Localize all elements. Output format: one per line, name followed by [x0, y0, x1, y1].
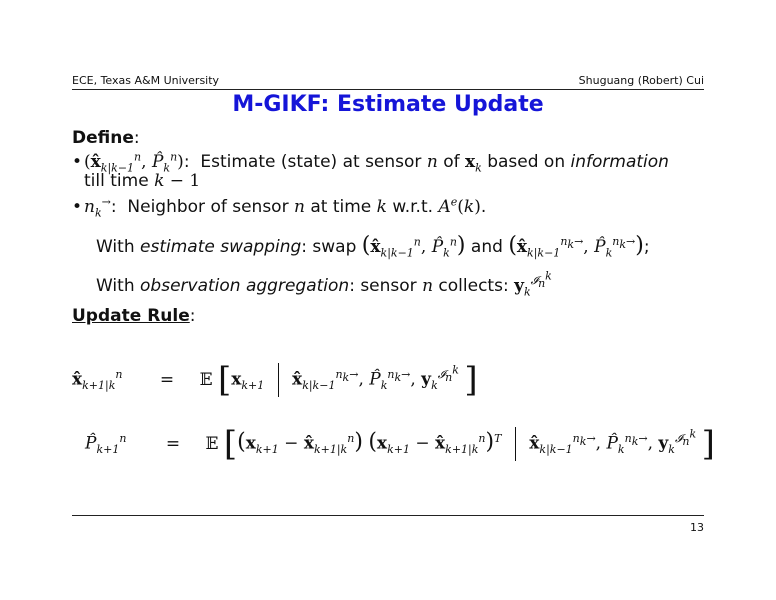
bullet1-text: Estimate (state) at sensor — [200, 152, 422, 172]
aggregation-italic: observation aggregation — [140, 276, 350, 296]
swap-line: With estimate swapping: swap ($x̂_{k|k-1}^n$, $P̂_k^n$) and ($x̂_{k|k-1}^{n_k\to}$, $P̂_k^{n_k\to}$); — [96, 233, 650, 260]
bullet1-based: based on — [487, 152, 566, 172]
bullet-estimate: • ($x̂_{k|k-1}^n$, $P̂_k^n$): Estimate (state) at sensor n of $x_k$ based on information till time k − 1 — [72, 150, 669, 191]
page-number: 13 — [690, 521, 704, 534]
bullet1-till: till time — [84, 171, 149, 191]
bullet2-text: Neighbor of sensor — [127, 197, 289, 217]
slide-title: M-GIKF: Estimate Update — [232, 92, 544, 117]
equation-covariance-update: $P̂_{k+1}^n$ = 𝔼 [($x_{k+1}$ − $x̂_{k+1|k}^n$) ($x_{k+1}$ − $x̂_{k+1|k}^n)^T$ $x̂_{k|k-1}^{n_k\to}$, $P̂_k^{n_k\to}$, $y_k^{𝓘_n^k}$ ] — [85, 424, 715, 464]
aggregation-line: With observation aggregation: sensor n collects: $y_k^{𝓘_n^k}$ — [96, 269, 552, 299]
define-heading-line: Define: — [72, 128, 140, 148]
bullet2-at: at time — [310, 197, 372, 217]
bullet1-information: information — [570, 152, 669, 172]
header-rule — [72, 89, 704, 90]
header-left: ECE, Texas A&M University — [72, 74, 220, 87]
define-heading: Define — [72, 128, 134, 148]
bullet-dot-icon: • — [72, 197, 83, 217]
bullet-dot-icon: • — [72, 152, 83, 172]
header-right: Shuguang (Robert) Cui — [578, 74, 704, 87]
bullet-neighbor: • $n_k^\to$: Neighbor of sensor n at time k w.r.t. $A^e(k)$. — [72, 195, 487, 220]
equation-state-update: $x̂_{k+1|k}^n$ = 𝔼 [$x_{k+1}$ $x̂_{k|k-1}^{n_k\to}$, $P̂_k^{n_k\to}$, $y_k^{𝓘_n^k}$ ] — [72, 360, 478, 400]
bullet2-wrt: w.r.t. — [392, 197, 434, 217]
swap-italic: estimate swapping — [140, 237, 302, 257]
footer-rule — [72, 515, 704, 516]
update-heading-line: Update Rule: — [72, 306, 196, 326]
update-heading: Update Rule — [72, 306, 190, 326]
bullet1-of: of — [443, 152, 460, 172]
